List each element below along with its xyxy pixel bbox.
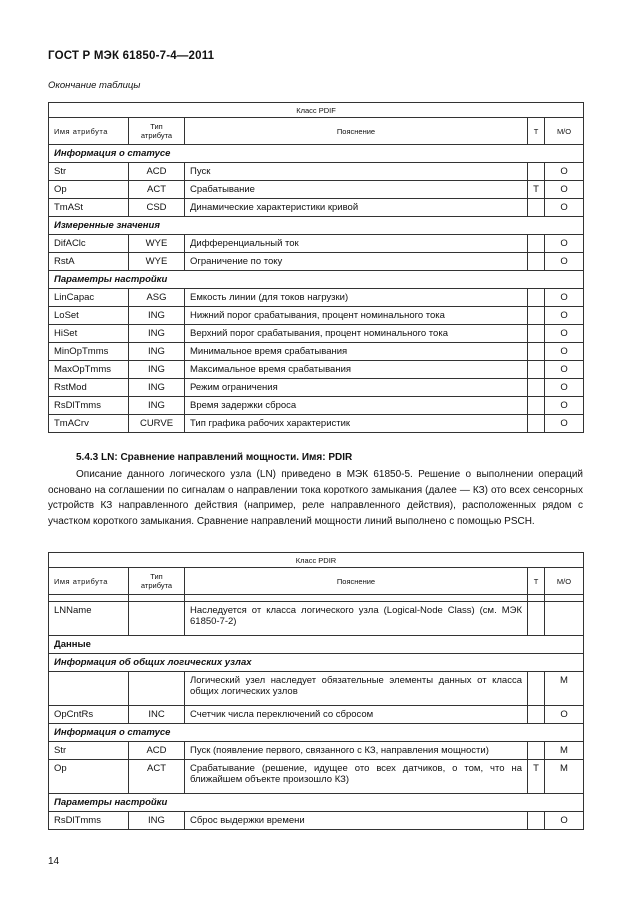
attr-desc: Срабатывание bbox=[185, 181, 528, 199]
attr-name: OpCntRs bbox=[49, 706, 129, 724]
section-row-status: Информация о статусе bbox=[49, 724, 584, 742]
attr-type: WYE bbox=[129, 253, 185, 271]
attr-name: RsDlTmms bbox=[49, 397, 129, 415]
section-paragraph: Описание данного логического узла (LN) приведено в МЭК 61850-5. Решение о выполнении операций основано на соглашении по сигналам о направлении тока короткого замыкания (далее — КЗ) ото всех сенсорных устройств КЗ направленного действия (например, реле направленного действия), расположенных рядом с участком короткого замыкания. Сравнение направлений мощности линий выполнено с помощью PSCH. bbox=[48, 469, 583, 527]
attr-type: INC bbox=[129, 706, 185, 724]
table-class-title: Класс PDIR bbox=[49, 553, 584, 568]
col-header-mo: М/О bbox=[545, 568, 584, 595]
attr-mo: O bbox=[545, 235, 584, 253]
attr-type: WYE bbox=[129, 235, 185, 253]
attr-mo: O bbox=[545, 289, 584, 307]
page-number: 14 bbox=[48, 856, 60, 867]
attr-name: Op bbox=[49, 181, 129, 199]
attr-desc: Ограничение по току bbox=[185, 253, 528, 271]
attr-mo: O bbox=[545, 163, 584, 181]
attr-name bbox=[49, 672, 129, 706]
attr-desc: Счетчик числа переключений со сбросом bbox=[185, 706, 528, 724]
attr-name: DifAClc bbox=[49, 235, 129, 253]
table-row bbox=[49, 361, 584, 379]
attr-t bbox=[528, 672, 545, 706]
attr-desc: Пуск bbox=[185, 163, 528, 181]
attr-name: TmASt bbox=[49, 199, 129, 217]
table-row bbox=[49, 760, 584, 794]
attr-desc: Дифференциальный ток bbox=[185, 235, 528, 253]
attr-desc: Динамические характеристики кривой bbox=[185, 199, 528, 217]
attr-mo: M bbox=[545, 672, 584, 706]
table-row bbox=[49, 812, 584, 830]
attr-t bbox=[528, 361, 545, 379]
attr-t bbox=[528, 742, 545, 760]
section-row-common: Информация об общих логических узлах bbox=[49, 654, 584, 672]
attr-type: ING bbox=[129, 397, 185, 415]
section-row: Информация о статусе bbox=[49, 145, 584, 163]
attr-desc: Пуск (появление первого, связанного с КЗ, направления мощности) bbox=[185, 742, 528, 760]
table-row bbox=[49, 163, 584, 181]
attr-name: HiSet bbox=[49, 325, 129, 343]
table-row bbox=[49, 307, 584, 325]
attr-t bbox=[528, 602, 545, 636]
table-row bbox=[49, 235, 584, 253]
attr-name: LinCapac bbox=[49, 289, 129, 307]
attr-type: CURVE bbox=[129, 415, 185, 433]
attr-type: ASG bbox=[129, 289, 185, 307]
attr-name: RsDlTmms bbox=[49, 812, 129, 830]
attr-type bbox=[129, 672, 185, 706]
attr-mo: O bbox=[545, 307, 584, 325]
attr-t bbox=[528, 325, 545, 343]
col-header-t: T bbox=[528, 568, 545, 595]
attr-t: T bbox=[528, 760, 545, 794]
attr-name: MaxOpTmms bbox=[49, 361, 129, 379]
attr-desc: Режим ограничения bbox=[185, 379, 528, 397]
attr-mo: O bbox=[545, 325, 584, 343]
attr-desc: Максимальное время срабатывания bbox=[185, 361, 528, 379]
attr-type: ING bbox=[129, 325, 185, 343]
attr-name: RstA bbox=[49, 253, 129, 271]
col-header-name: Имя атрибута bbox=[49, 568, 129, 595]
attr-t bbox=[528, 235, 545, 253]
col-header-desc: Пояснение bbox=[185, 568, 528, 595]
attr-mo: O bbox=[545, 397, 584, 415]
col-header-t: T bbox=[528, 118, 545, 145]
section-row-settings: Параметры настройки bbox=[49, 794, 584, 812]
col-header-mo: М/О bbox=[545, 118, 584, 145]
table-row bbox=[49, 289, 584, 307]
section-row: Измеренные значения bbox=[49, 217, 584, 235]
attr-t bbox=[528, 415, 545, 433]
attr-mo: O bbox=[545, 706, 584, 724]
pdir-table bbox=[48, 552, 584, 830]
attr-desc: Логический узел наследует обязательные элементы данных от класса общих логических узлов bbox=[185, 672, 528, 706]
attr-mo: O bbox=[545, 253, 584, 271]
attr-desc: Время задержки сброса bbox=[185, 397, 528, 415]
attr-desc: Срабатывание (решение, идущее ото всех датчиков, о том, что на ближайшем объекте произошло КЗ) bbox=[185, 760, 528, 794]
attr-t bbox=[528, 379, 545, 397]
attr-mo bbox=[545, 602, 584, 636]
attr-type: CSD bbox=[129, 199, 185, 217]
col-header-type: Тип атрибута bbox=[129, 568, 185, 595]
attr-name: LoSet bbox=[49, 307, 129, 325]
attr-type: ACT bbox=[129, 760, 185, 794]
col-header-type: Тип атрибута bbox=[129, 118, 185, 145]
attr-type: ING bbox=[129, 361, 185, 379]
table-row bbox=[49, 379, 584, 397]
attr-type: ACD bbox=[129, 163, 185, 181]
attr-desc: Сброс выдержки времени bbox=[185, 812, 528, 830]
table-row bbox=[49, 415, 584, 433]
attr-t bbox=[528, 343, 545, 361]
attr-name: RstMod bbox=[49, 379, 129, 397]
section-row-data: Данные bbox=[49, 636, 584, 654]
table-row bbox=[49, 742, 584, 760]
table-row bbox=[49, 672, 584, 706]
attr-type: ING bbox=[129, 343, 185, 361]
section-heading: 5.4.3 LN: Сравнение направлений мощности. Имя: PDIR bbox=[76, 452, 353, 463]
attr-desc: Тип графика рабочих характеристик bbox=[185, 415, 528, 433]
attr-name: LNName bbox=[49, 602, 129, 636]
attr-t bbox=[528, 706, 545, 724]
attr-name: TmACrv bbox=[49, 415, 129, 433]
document-header: ГОСТ Р МЭК 61850-7-4—2011 bbox=[48, 50, 215, 62]
table-row bbox=[49, 181, 584, 199]
table-row bbox=[49, 706, 584, 724]
attr-t bbox=[528, 812, 545, 830]
table-class-title: Класс PDIF bbox=[49, 103, 584, 118]
table-row bbox=[49, 325, 584, 343]
attr-name: Str bbox=[49, 742, 129, 760]
attr-type: ACT bbox=[129, 181, 185, 199]
attr-name: Str bbox=[49, 163, 129, 181]
col-header-desc: Пояснение bbox=[185, 118, 528, 145]
attr-t: T bbox=[528, 181, 545, 199]
attr-mo: M bbox=[545, 760, 584, 794]
attr-t bbox=[528, 289, 545, 307]
attr-desc: Нижний порог срабатывания, процент номинального тока bbox=[185, 307, 528, 325]
attr-mo: O bbox=[545, 181, 584, 199]
table-continuation-label: Окончание таблицы bbox=[48, 80, 141, 91]
attr-mo: O bbox=[545, 415, 584, 433]
pdif-table bbox=[48, 102, 584, 433]
attr-t bbox=[528, 199, 545, 217]
table-row bbox=[49, 253, 584, 271]
attr-name: MinOpTmms bbox=[49, 343, 129, 361]
attr-t bbox=[528, 163, 545, 181]
attr-desc: Емкость линии (для токов нагрузки) bbox=[185, 289, 528, 307]
table-row bbox=[49, 343, 584, 361]
attr-type bbox=[129, 602, 185, 636]
attr-mo: O bbox=[545, 343, 584, 361]
attr-type: ING bbox=[129, 812, 185, 830]
attr-mo: O bbox=[545, 361, 584, 379]
attr-t bbox=[528, 307, 545, 325]
attr-mo: O bbox=[545, 812, 584, 830]
attr-desc: Верхний порог срабатывания, процент номинального тока bbox=[185, 325, 528, 343]
attr-mo: O bbox=[545, 379, 584, 397]
attr-mo: O bbox=[545, 199, 584, 217]
attr-type: ING bbox=[129, 307, 185, 325]
table-row bbox=[49, 397, 584, 415]
attr-t bbox=[528, 253, 545, 271]
attr-t bbox=[528, 397, 545, 415]
attr-desc: Минимальное время срабатывания bbox=[185, 343, 528, 361]
attr-type: ACD bbox=[129, 742, 185, 760]
attr-name: Op bbox=[49, 760, 129, 794]
table-row bbox=[49, 199, 584, 217]
attr-mo: M bbox=[545, 742, 584, 760]
col-header-name: Имя атрибута bbox=[49, 118, 129, 145]
attr-type: ING bbox=[129, 379, 185, 397]
table-row bbox=[49, 602, 584, 636]
attr-desc: Наследуется от класса логического узла (Logical-Node Class) (см. МЭК 61850-7-2) bbox=[185, 602, 528, 636]
section-row: Параметры настройки bbox=[49, 271, 584, 289]
